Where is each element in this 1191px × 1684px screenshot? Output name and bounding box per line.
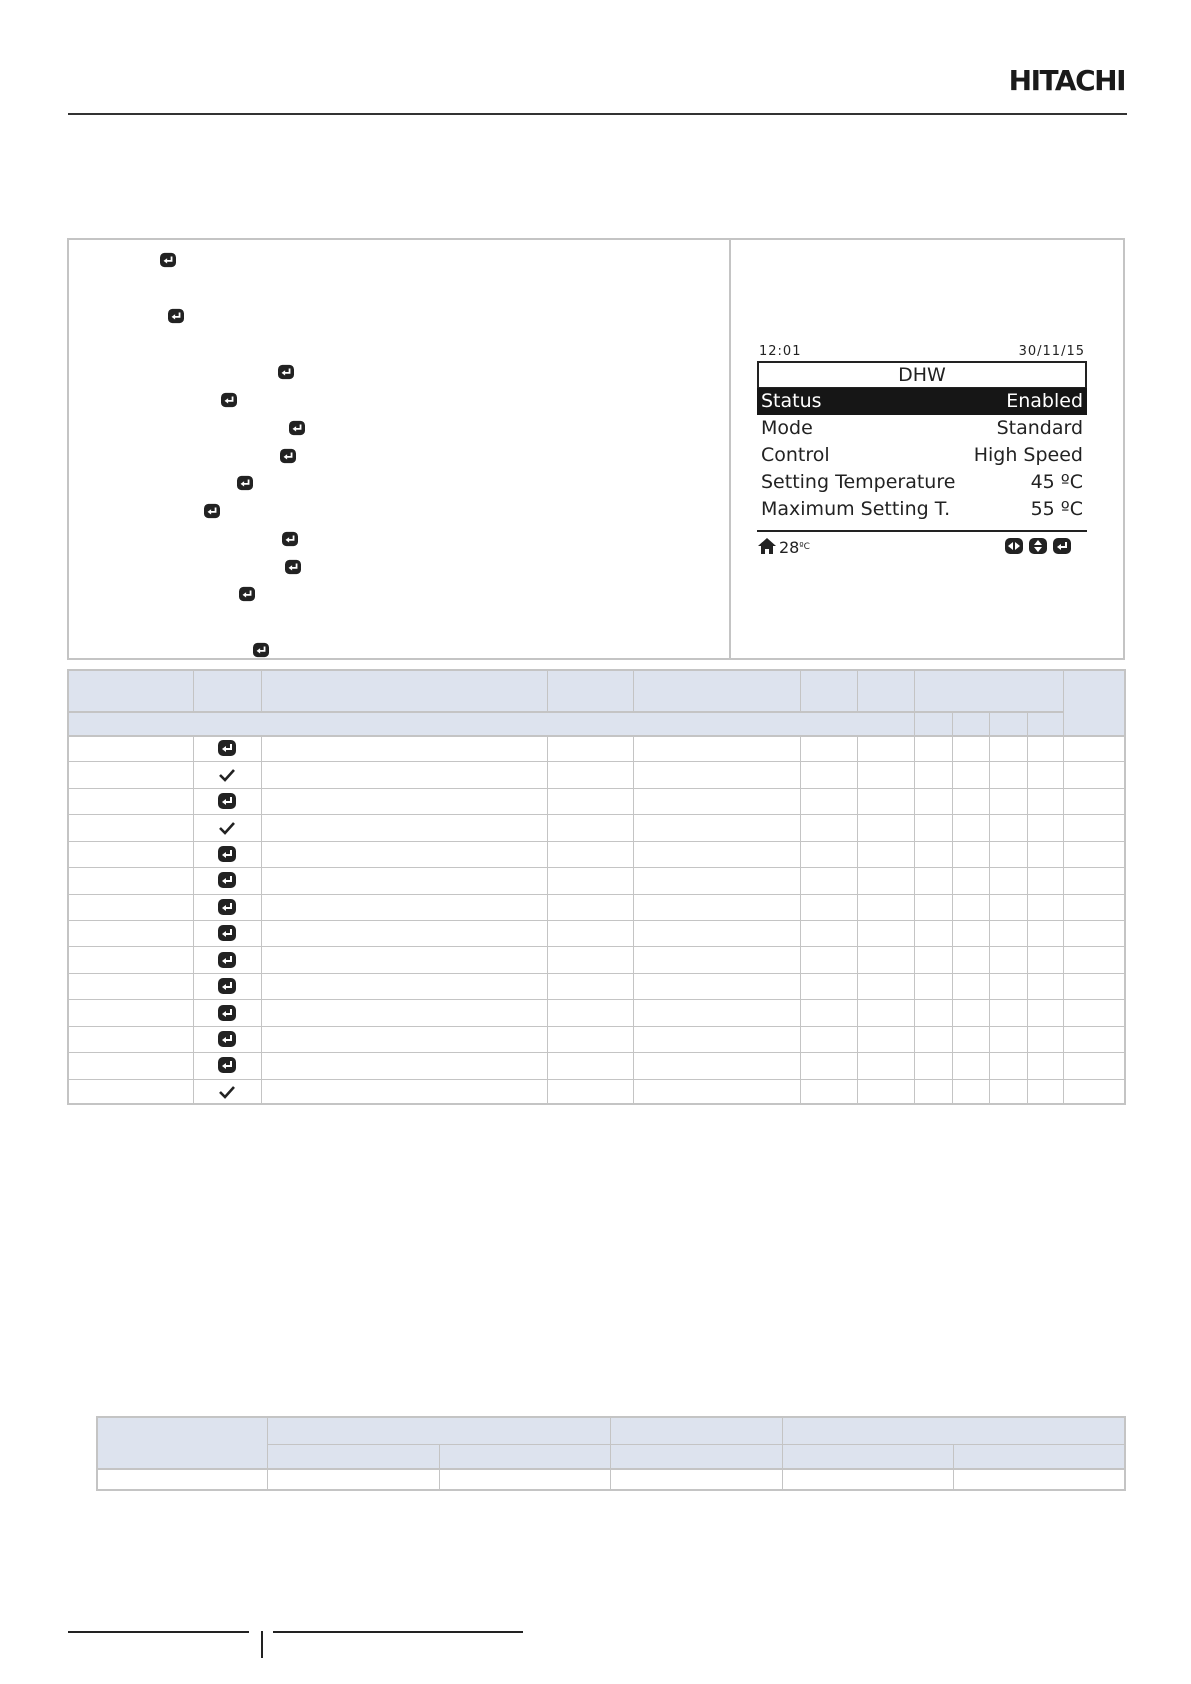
table-border [67,669,1126,671]
table-border [96,1416,98,1491]
outdoor-temp-value: 28 [779,538,800,557]
outdoor-temp-unit: ºC [799,542,810,552]
table-row-line [67,1026,1126,1027]
table-header [96,1416,1126,1468]
enter-icon [218,846,236,862]
footer-rule [273,1631,523,1633]
screen-row-label: Control [761,444,830,466]
check-icon [218,1084,236,1100]
table-border [67,1103,1126,1105]
table-border [1027,711,1028,735]
enter-icon [280,448,296,464]
table-row-line [67,973,1126,974]
enter-icon [237,475,253,491]
footer-rule [68,1631,249,1633]
table-row-line [67,761,1126,762]
table-border [193,669,194,711]
screen-row-setting-temperature[interactable] [757,469,1087,496]
enter-icon [218,1057,236,1073]
table-row-line [67,841,1126,842]
enter-icon[interactable] [1053,538,1071,554]
panel-divider [729,240,731,658]
check-icon [218,767,236,783]
screen-row-value: 55 ºC [1030,498,1083,520]
table-border [800,669,801,711]
table-border [1063,711,1064,735]
screen-time: 12:01 [759,344,802,359]
table-border [267,1416,268,1491]
screen-row-value: 45 ºC [1030,471,1083,493]
table-header [67,669,1126,735]
table-row-line [67,946,1126,947]
screen-row-control[interactable] [757,442,1087,469]
table-border [952,711,953,735]
enter-icon [218,952,236,968]
table-border [953,1444,954,1491]
enter-icon [218,899,236,915]
screen-row-value: Enabled [1006,390,1083,412]
controller-screen [757,342,1087,557]
screen-title: DHW [757,361,1087,389]
table-border [267,1444,1126,1445]
screen-row-mode[interactable] [757,415,1087,442]
settings-table [67,669,1126,1105]
screen-footer [757,530,1087,557]
enter-icon [282,531,298,547]
table-row-line [67,1079,1126,1080]
factory-values-table [96,1416,1126,1491]
enter-icon [285,559,301,575]
enter-icon [218,925,236,941]
enter-icon [289,420,305,436]
table-row-line [67,999,1126,1000]
enter-icon [204,503,220,519]
table-row-line [67,894,1126,895]
table-border [633,669,634,711]
screen-row-label: Status [761,390,822,412]
enter-icon [168,308,184,324]
enter-icon [218,740,236,756]
screen-row-label: Maximum Setting T. [761,498,951,520]
left-right-arrows-icon[interactable] [1005,538,1023,554]
table-row-line [67,920,1126,921]
table-row-line [67,814,1126,815]
hitachi-logo: HITACHI [1008,64,1125,97]
table-border [547,669,548,711]
up-down-arrows-icon[interactable] [1029,538,1047,554]
check-icon [218,820,236,836]
table-border [1063,669,1064,711]
enter-icon [218,1005,236,1021]
table-border [857,669,858,711]
screen-row-label: Setting Temperature [761,471,956,493]
table-row-line [67,788,1126,789]
screen-row-label: Mode [761,417,813,439]
table-border [914,711,915,735]
enter-icon [239,586,255,602]
table-row-line [67,1052,1126,1053]
table-border [261,669,262,711]
enter-icon [278,364,294,380]
screen-date: 30/11/15 [1018,344,1085,359]
table-border [914,669,915,711]
screen-row-value: Standard [996,417,1083,439]
table-border [610,1416,611,1491]
enter-icon [218,793,236,809]
header-rule [68,113,1127,115]
enter-icon [218,1031,236,1047]
table-border [782,1416,783,1491]
enter-icon [221,392,237,408]
table-border [989,711,990,735]
outdoor-temperature [757,537,810,558]
screen-row-status[interactable] [757,388,1087,415]
enter-icon [253,642,269,658]
table-border [96,1489,1126,1491]
footer-separator [261,1631,263,1658]
enter-icon [218,872,236,888]
enter-icon [218,978,236,994]
screen-row-value: High Speed [973,444,1083,466]
screen-row-maximum-setting[interactable] [757,496,1087,523]
table-border [439,1444,440,1491]
table-row-line [67,867,1126,868]
enter-icon [160,252,176,268]
table-border [96,1416,1126,1418]
table-border [67,735,1126,737]
table-border [96,1468,1126,1470]
home-icon [757,537,777,555]
table-border [1124,1416,1126,1491]
